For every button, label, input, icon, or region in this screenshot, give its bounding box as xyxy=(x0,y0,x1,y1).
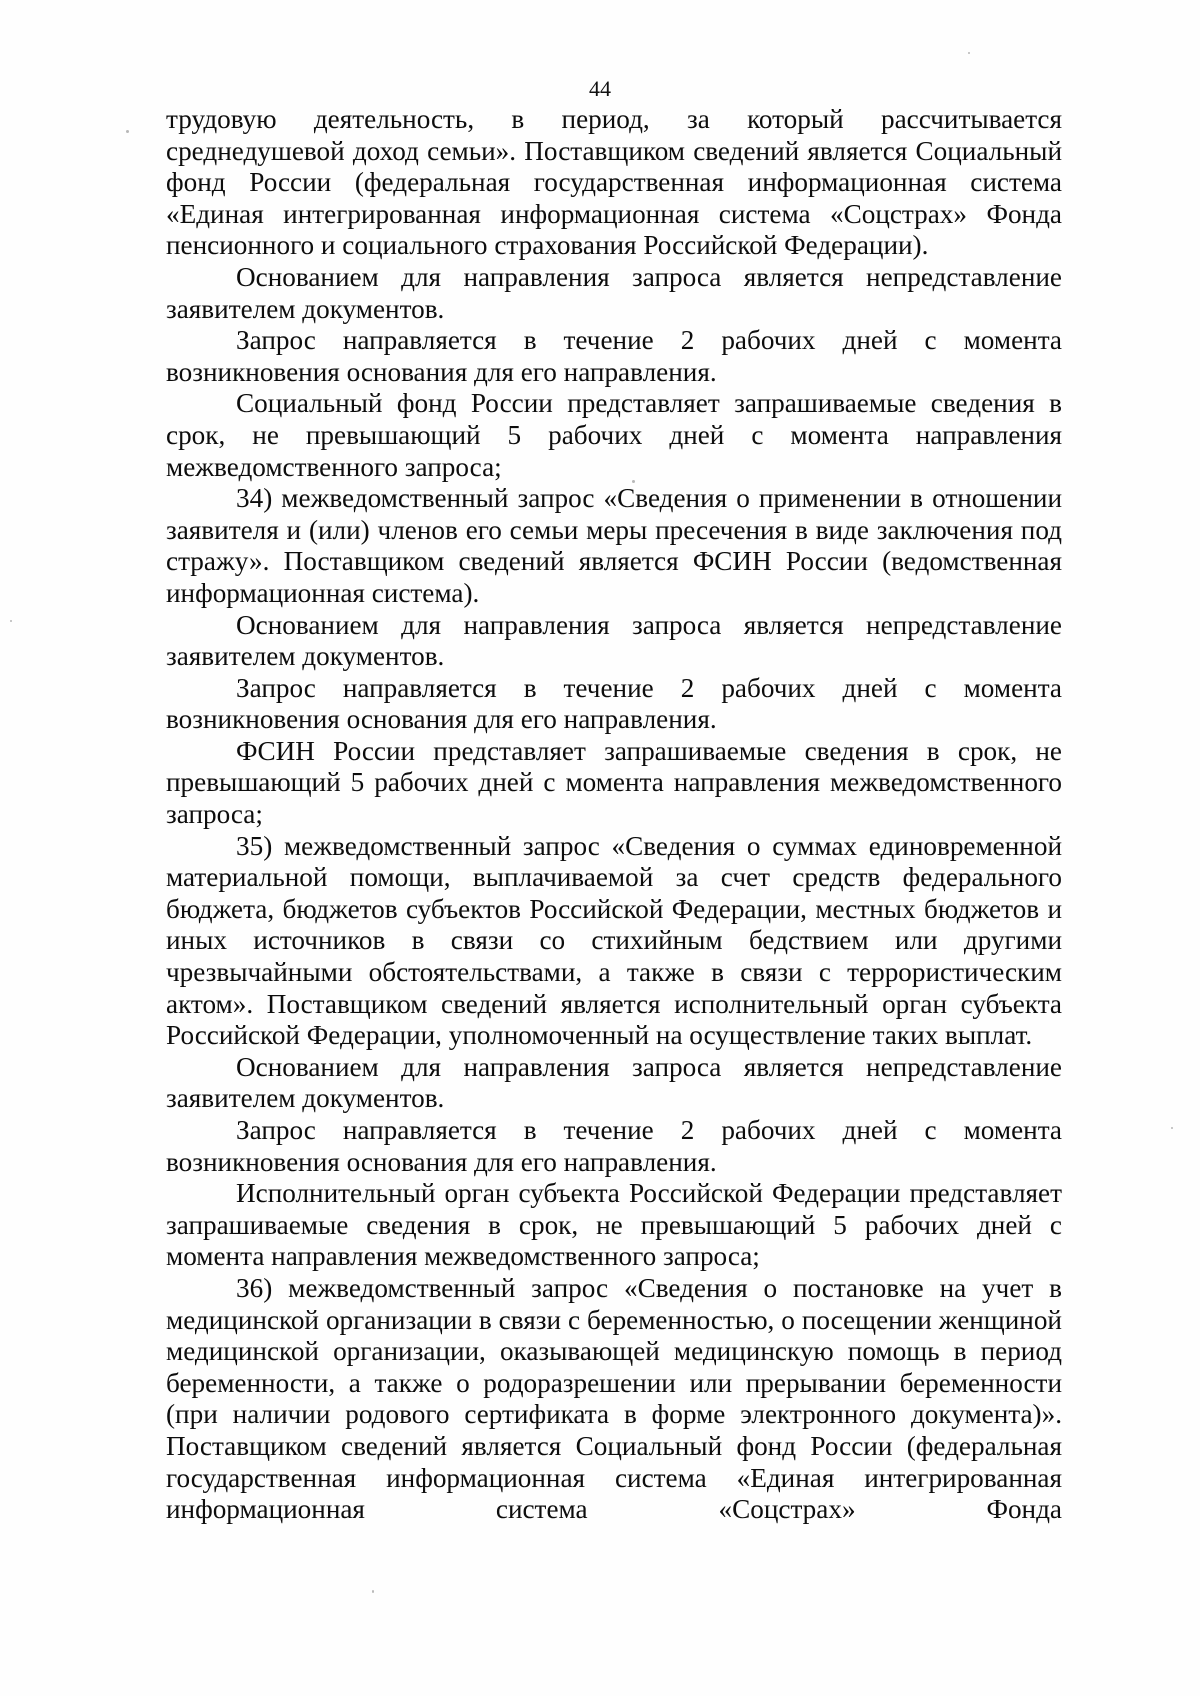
paragraph-item-36: 36) межведомственный запрос «Сведения о постановке на учет в медицинской организации в связи с беременностью, о посещении женщиной медицинской организации, оказывающей медицинскую помощь в период беременности, а также о родоразрешении или прерывании беременности (при наличии родового сертификата в форме электронного документа)». Поставщиком сведений является Социальный фонд России (федеральная государственная информационная система «Единая интегрированная информационная система «Соцстрах» Фонда xyxy=(166,1272,1062,1525)
paragraph-response-term: Исполнительный орган субъекта Российской Федерации представляет запрашиваемые сведения в срок, не превышающий 5 рабочих дней с момента направления межведомственного запроса; xyxy=(166,1178,1062,1272)
paragraph-response-term: Социальный фонд России представляет запрашиваемые сведения в срок, не превышающий 5 рабочих дней с момента направления межведомственного запроса; xyxy=(166,388,1062,482)
paragraph-item-34: 34) межведомственный запрос «Сведения о применении в отношении заявителя и (или) членов его семьи меры пресечения в виде заключения под стражу». Поставщиком сведений является ФСИН России (ведомственная информационная система). xyxy=(166,483,1062,608)
scan-speck xyxy=(10,620,12,622)
paragraph-basis: Основанием для направления запроса является непредставление заявителем документов. xyxy=(166,609,1062,672)
document-body xyxy=(166,104,1062,1526)
paragraph-response-term: ФСИН России представляет запрашиваемые сведения в срок, не превышающий 5 рабочих дней с момента направления межведомственного запроса; xyxy=(166,735,1062,830)
scan-speck xyxy=(1171,1127,1173,1129)
scan-speck xyxy=(126,130,129,133)
paragraph-basis: Основанием для направления запроса является непредставление заявителем документов. xyxy=(166,1051,1062,1114)
paragraph-deadline: Запрос направляется в течение 2 рабочих дней с момента возникновения основания для его направления. xyxy=(166,672,1062,735)
paragraph-continuation: трудовую деятельность, в период, за который рассчитывается среднедушевой доход семьи». Поставщиком сведений является Социальный фонд России (федеральная государственная информационная система «Единая интегрированная информационная система «Соцстрах» Фонда пенсионного и социального страхования Российской Федерации). xyxy=(166,104,1062,261)
paragraph-deadline: Запрос направляется в течение 2 рабочих дней с момента возникновения основания для его направления. xyxy=(166,325,1062,387)
page-number: 44 xyxy=(589,76,611,101)
scan-speck xyxy=(632,480,635,483)
scan-speck xyxy=(372,1590,374,1593)
paragraph-deadline: Запрос направляется в течение 2 рабочих дней с момента возникновения основания для его направления. xyxy=(166,1115,1062,1177)
paragraph-item-35: 35) межведомственный запрос «Сведения о суммах единовременной материальной помощи, выплачиваемой за счет средств федерального бюджета, бюджетов субъектов Российской Федерации, местных бюджетов и иных источников в связи со стихийным бедствием или другими чрезвычайными обстоятельствами, а также в связи с террористическим актом». Поставщиком сведений является исполнительный орган субъекта Российской Федерации, уполномоченный на осуществление таких выплат. xyxy=(166,830,1062,1051)
paragraph-basis: Основанием для направления запроса является непредставление заявителем документов. xyxy=(166,261,1062,324)
scan-speck xyxy=(968,52,970,54)
